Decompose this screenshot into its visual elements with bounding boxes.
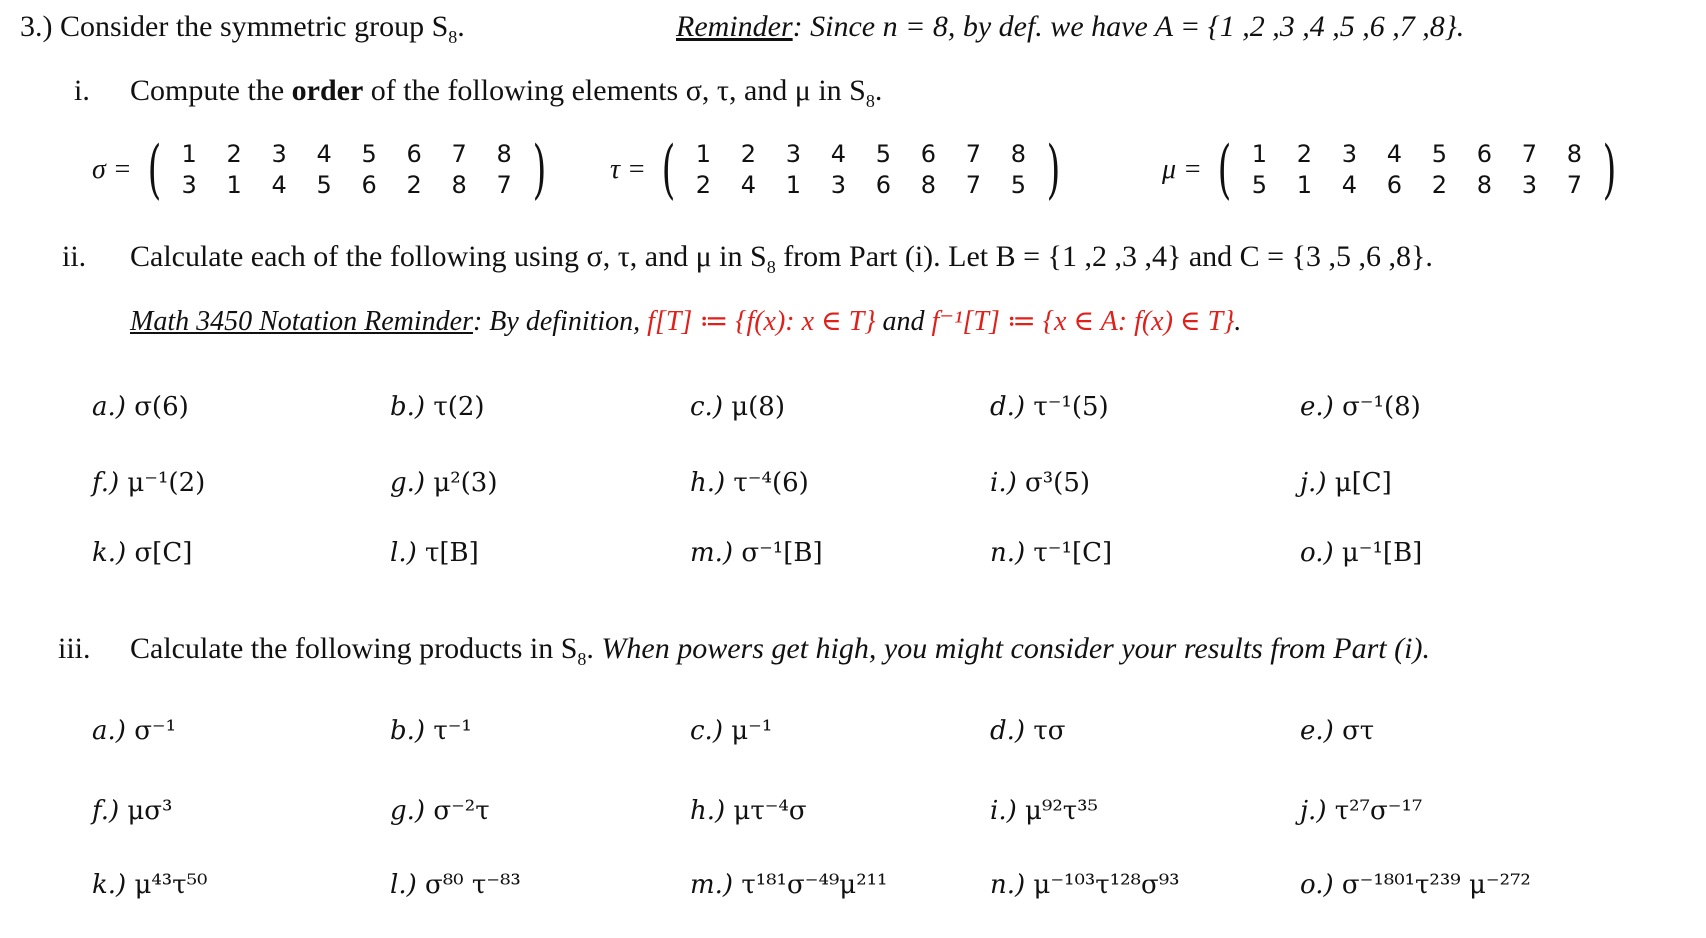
exercise-expr: τ[B] — [425, 538, 479, 568]
problem-intro: Consider the symmetric group S — [60, 10, 449, 43]
exercise-label: k.) — [92, 870, 127, 900]
exercise-iii-a — [92, 716, 176, 746]
perm-cell: 6 — [920, 140, 937, 168]
exercise-ii-n — [990, 538, 1112, 568]
perm-cell: 4 — [1341, 171, 1358, 199]
right-paren-icon: ) — [532, 133, 547, 207]
part-iii-text — [130, 632, 1430, 670]
perm-cell: 2 — [226, 140, 242, 168]
exercise-label: j.) — [1300, 468, 1327, 498]
perm-tau-grid — [681, 139, 1041, 201]
perm-cell: 3 — [1521, 171, 1538, 199]
notation-def-preimage: f⁻¹[T] ≔ {x ∈ A: f(x) ∈ T} — [931, 306, 1235, 337]
notation-label: Math 3450 Notation Reminder — [130, 306, 473, 337]
notation-end: . — [1234, 306, 1242, 337]
perm-cell: 7 — [1566, 171, 1583, 199]
exercise-expr: στ — [1342, 716, 1375, 746]
perm-cell: 4 — [740, 171, 757, 199]
exercise-label: a.) — [92, 716, 126, 746]
perm-mu-grid — [1237, 139, 1597, 201]
exercise-ii-e — [1300, 392, 1421, 422]
exercise-label: d.) — [990, 716, 1026, 746]
perm-cell: 4 — [316, 140, 332, 168]
exercise-label: a.) — [92, 392, 126, 422]
perm-cell: 8 — [1476, 171, 1493, 199]
perm-cell: 3 — [785, 140, 802, 168]
perm-sigma — [92, 133, 552, 207]
perm-cell: 2 — [740, 140, 757, 168]
perm-cell: 8 — [1010, 140, 1027, 168]
exercise-label: m.) — [690, 538, 734, 568]
exercise-expr: μσ³ — [127, 796, 173, 826]
exercise-label: i.) — [990, 796, 1017, 826]
exercise-expr: μ(8) — [731, 392, 785, 422]
exercise-expr: σ[C] — [134, 538, 193, 568]
perm-cell: 8 — [920, 171, 937, 199]
part-iii-text-a: Calculate the following products in S — [130, 632, 578, 665]
exercise-expr: μ⁻¹ — [731, 716, 773, 746]
exercise-expr: τ⁻¹ — [433, 716, 472, 746]
exercise-iii-c — [690, 716, 772, 746]
exercise-ii-b — [390, 392, 485, 422]
exercise-label: b.) — [390, 392, 426, 422]
exercise-label: e.) — [1300, 716, 1334, 746]
perm-cell: 1 — [1296, 171, 1313, 199]
perm-cell: 2 — [1431, 171, 1448, 199]
exercise-expr: σ(6) — [134, 392, 189, 422]
perm-cell: 7 — [451, 140, 467, 168]
problem-header — [20, 10, 465, 48]
exercise-expr: σ⁻²τ — [433, 796, 490, 826]
exercise-expr: τ⁻⁴(6) — [733, 468, 809, 498]
exercise-label: l.) — [390, 538, 417, 568]
exercise-label: f.) — [92, 796, 120, 826]
perm-cell: 3 — [271, 140, 287, 168]
part-i-text-b: of the following elements σ, τ, and μ in S — [363, 74, 866, 107]
exercise-label: d.) — [990, 392, 1026, 422]
perm-cell: 3 — [181, 171, 197, 199]
perm-cell: 8 — [451, 171, 467, 199]
exercise-expr: τ²⁷σ⁻¹⁷ — [1334, 796, 1423, 826]
exercise-expr: σ⁻¹(8) — [1342, 392, 1421, 422]
exercise-ii-j — [1300, 468, 1392, 498]
exercise-expr: σ⁻¹[B] — [741, 538, 823, 568]
perm-cell: 7 — [496, 171, 512, 199]
perm-cell: 7 — [965, 171, 982, 199]
perm-cell: 2 — [695, 171, 712, 199]
perm-cell: 4 — [271, 171, 287, 199]
exercise-label: g.) — [390, 468, 426, 498]
perm-cell: 1 — [226, 171, 242, 199]
exercise-ii-h — [690, 468, 809, 498]
exercise-expr: σ⁻¹ — [134, 716, 177, 746]
reminder-text: : Since n = 8, by def. we have A = {1 ,2 ,3 ,4 ,5 ,6 ,7 ,8}. — [792, 10, 1465, 43]
exercise-label: k.) — [92, 538, 127, 568]
exercise-ii-a — [92, 392, 189, 422]
exercise-expr: μ⁻¹⁰³τ¹²⁸σ⁹³ — [1033, 870, 1180, 900]
perm-sigma-name: σ = — [92, 154, 132, 185]
perm-cell: 5 — [875, 140, 892, 168]
exercise-expr: τ(2) — [433, 392, 485, 422]
exercise-expr: τ⁻¹(5) — [1033, 392, 1109, 422]
notation-and: and — [875, 306, 932, 337]
exercise-ii-g — [390, 468, 497, 498]
part-iii-text-sub: 8 — [577, 649, 587, 669]
part-iii-text-italic: When powers get high, you might consider your results from Part (i). — [601, 632, 1430, 665]
perm-cell: 1 — [785, 171, 802, 199]
exercise-expr: μτ⁻⁴σ — [733, 796, 807, 826]
notation-text: : By definition, — [472, 306, 648, 337]
part-ii-text-b: from Part (i). Let B = {1 ,2 ,3 ,4} and C = {3 ,5 ,6 ,8}. — [775, 240, 1433, 273]
exercise-label: h.) — [690, 796, 726, 826]
perm-tau — [610, 133, 1066, 207]
exercise-expr: μ⁴³τ⁵⁰ — [134, 870, 208, 900]
exercise-label: j.) — [1300, 796, 1327, 826]
exercise-label: f.) — [92, 468, 120, 498]
exercise-label: b.) — [390, 716, 426, 746]
exercise-iii-h — [690, 796, 807, 826]
problem-intro-sub: 8 — [448, 27, 458, 47]
perm-cell: 5 — [1251, 171, 1268, 199]
exercise-iii-m — [690, 870, 887, 900]
exercise-label: l.) — [390, 870, 417, 900]
exercise-expr: σ³(5) — [1025, 468, 1090, 498]
problem-number: 3.) — [20, 10, 53, 43]
perm-cell: 8 — [1566, 140, 1583, 168]
perm-cell: 2 — [1296, 140, 1313, 168]
perm-cell: 1 — [181, 140, 197, 168]
exercise-label: o.) — [1300, 870, 1334, 900]
part-ii-numeral: ii. — [62, 240, 87, 273]
perm-mu-name: μ = — [1162, 154, 1202, 185]
exercise-label: n.) — [990, 870, 1026, 900]
part-i-text-a: Compute the — [130, 74, 292, 107]
perm-cell: 6 — [1386, 171, 1403, 199]
exercise-ii-c — [690, 392, 785, 422]
exercise-iii-k — [92, 870, 207, 900]
exercise-label: m.) — [690, 870, 734, 900]
perm-cell: 3 — [830, 171, 847, 199]
part-i-numeral: i. — [74, 74, 90, 107]
perm-sigma-grid — [167, 139, 527, 201]
exercise-label: i.) — [990, 468, 1017, 498]
part-iii-numeral: iii. — [58, 632, 91, 665]
exercise-expr: μ²(3) — [433, 468, 498, 498]
exercise-ii-k — [92, 538, 192, 568]
part-i-text — [130, 74, 882, 112]
exercise-ii-o — [1300, 538, 1422, 568]
left-paren-icon: ( — [661, 133, 676, 207]
exercise-expr: τ⁻¹[C] — [1033, 538, 1113, 568]
perm-cell: 5 — [1010, 171, 1027, 199]
perm-cell: 5 — [1431, 140, 1448, 168]
exercise-expr: σ⁸⁰ τ⁻⁸³ — [425, 870, 521, 900]
notation-reminder — [130, 304, 1241, 338]
exercise-label: h.) — [690, 468, 726, 498]
part-iii-text-b: . — [586, 632, 602, 665]
exercise-iii-l — [390, 870, 521, 900]
perm-cell: 1 — [1251, 140, 1268, 168]
perm-cell: 4 — [830, 140, 847, 168]
exercise-expr: τ¹⁸¹σ⁻⁴⁹μ²¹¹ — [741, 870, 888, 900]
left-paren-icon: ( — [1217, 133, 1232, 207]
exercise-ii-f — [92, 468, 205, 498]
perm-cell: 6 — [361, 171, 377, 199]
perm-cell: 6 — [1476, 140, 1493, 168]
notation-def-image: f[T] ≔ {f(x): x ∈ T} — [647, 306, 876, 337]
part-ii-text — [130, 240, 1433, 278]
problem-intro-end: . — [457, 10, 465, 43]
exercise-ii-m — [690, 538, 823, 568]
exercise-iii-e — [1300, 716, 1374, 746]
exercise-expr: μ[C] — [1334, 468, 1392, 498]
exercise-ii-i — [990, 468, 1090, 498]
perm-cell: 8 — [496, 140, 512, 168]
exercise-label: g.) — [390, 796, 426, 826]
exercise-label: c.) — [690, 716, 723, 746]
reminder — [676, 10, 1464, 44]
right-paren-icon: ) — [1602, 133, 1617, 207]
exercise-iii-n — [990, 870, 1180, 900]
part-ii-text-a: Calculate each of the following using σ, τ, and μ in S — [130, 240, 767, 273]
reminder-label: Reminder — [676, 10, 793, 43]
perm-cell: 7 — [1521, 140, 1538, 168]
exercise-iii-b — [390, 716, 472, 746]
exercise-iii-f — [92, 796, 172, 826]
perm-cell: 5 — [316, 171, 332, 199]
exercise-ii-d — [990, 392, 1109, 422]
exercise-expr: μ⁹²τ³⁵ — [1025, 796, 1098, 826]
perm-cell: 1 — [695, 140, 712, 168]
part-ii-text-sub: 8 — [766, 257, 776, 277]
perm-cell: 4 — [1386, 140, 1403, 168]
exercise-expr: μ⁻¹(2) — [127, 468, 206, 498]
exercise-label: e.) — [1300, 392, 1334, 422]
exercise-iii-g — [390, 796, 490, 826]
exercise-iii-i — [990, 796, 1098, 826]
perm-cell: 7 — [965, 140, 982, 168]
exercise-ii-l — [390, 538, 479, 568]
perm-mu — [1162, 133, 1622, 207]
exercise-label: o.) — [1300, 538, 1334, 568]
part-i-text-bold: order — [291, 74, 364, 107]
perm-cell: 6 — [875, 171, 892, 199]
perm-tau-name: τ = — [610, 154, 646, 185]
exercise-label: c.) — [690, 392, 723, 422]
exercise-expr: μ⁻¹[B] — [1341, 538, 1423, 568]
exercise-iii-o — [1300, 870, 1531, 900]
perm-cell: 5 — [361, 140, 377, 168]
exercise-expr: τσ — [1033, 716, 1066, 746]
exercise-iii-j — [1300, 796, 1422, 826]
perm-cell: 2 — [406, 171, 422, 199]
exercise-label: n.) — [990, 538, 1026, 568]
perm-cell: 6 — [406, 140, 422, 168]
left-paren-icon: ( — [147, 133, 162, 207]
part-i-text-end: . — [874, 74, 883, 107]
exercise-iii-d — [990, 716, 1065, 746]
part-i-text-sub: 8 — [865, 91, 875, 111]
perm-cell: 3 — [1341, 140, 1358, 168]
right-paren-icon: ) — [1046, 133, 1061, 207]
exercise-expr: σ⁻¹⁸⁰¹τ²³⁹ μ⁻²⁷² — [1341, 870, 1531, 900]
